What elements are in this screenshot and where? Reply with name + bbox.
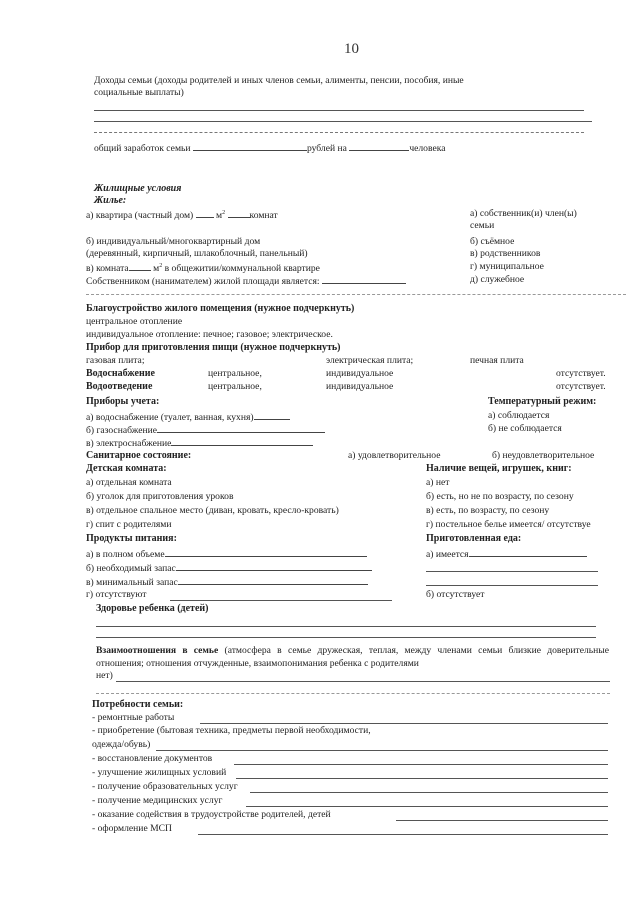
child-room-v: в) отдельное спальное место (диван, кровать, кресло-кровать) bbox=[86, 505, 339, 516]
section-divider bbox=[86, 294, 626, 295]
meters-water-row bbox=[86, 410, 290, 424]
temperature-title: Температурный режим: bbox=[488, 396, 597, 407]
amenities-individual-heating: индивидуальное отопление: печное; газовое; электрическое. bbox=[86, 329, 333, 340]
sanitary-unsatisfactory: б) неудовлетворительное bbox=[492, 450, 595, 461]
meters-water: а) водоснабжение (туалет, ванная, кухня) bbox=[86, 412, 254, 423]
water-label: Водоснабжение bbox=[86, 368, 155, 379]
child-room-title: Детская комната: bbox=[86, 463, 167, 474]
drain-label: Водоотведение bbox=[86, 381, 153, 392]
amenities-central-heating: центральное отопление bbox=[86, 316, 183, 327]
food-title: Продукты питания: bbox=[86, 533, 177, 544]
food-g: г) отсутствуют bbox=[86, 589, 147, 600]
housing-b-line2: (деревянный, кирпичный, шлакоблочный, панельный) bbox=[86, 248, 308, 259]
housing-subtitle: Жилье: bbox=[94, 195, 127, 206]
housing-v-unit: м bbox=[153, 263, 160, 274]
housing-a-unit-sup: 2 bbox=[222, 209, 226, 216]
cooked-title: Приготовленная еда: bbox=[426, 533, 522, 544]
food-a-row bbox=[86, 547, 367, 561]
relations-paragraph bbox=[96, 644, 609, 670]
food-a-blank[interactable] bbox=[165, 547, 367, 557]
housing-b-line1: б) индивидуальный/многоквартирный дом bbox=[86, 236, 261, 247]
cooked-a-row bbox=[426, 547, 587, 561]
housing-owner-blank[interactable] bbox=[322, 274, 406, 284]
needs-fill-line[interactable] bbox=[236, 778, 608, 779]
housing-v-row bbox=[86, 261, 320, 275]
food-b-blank[interactable] bbox=[176, 561, 372, 571]
food-v-blank[interactable] bbox=[178, 575, 368, 585]
housing-v-rest: в общежитии/коммунальной квартире bbox=[164, 263, 320, 274]
meters-title: Приборы учета: bbox=[86, 396, 160, 407]
section-divider bbox=[96, 693, 610, 694]
needs-item: одежда/обувь) bbox=[92, 739, 151, 750]
ownership-b: б) съёмное bbox=[470, 236, 515, 247]
meters-gas: б) газоснабжение bbox=[86, 425, 158, 436]
health-fill-line[interactable] bbox=[96, 626, 596, 627]
housing-a-area-blank[interactable] bbox=[196, 208, 214, 218]
water-individual: индивидуальное bbox=[326, 368, 394, 379]
child-room-b: б) уголок для приготовления уроков bbox=[86, 491, 234, 502]
needs-fill-line[interactable] bbox=[156, 750, 608, 751]
housing-v-area-blank[interactable] bbox=[129, 261, 151, 271]
needs-title: Потребности семьи: bbox=[92, 699, 184, 710]
water-central: центральное, bbox=[208, 368, 262, 379]
housing-a-label: а) квартира (частный дом) bbox=[86, 210, 194, 221]
needs-item: - получение медицинских услуг bbox=[92, 795, 223, 806]
things-title: Наличие вещей, игрушек, книг: bbox=[426, 463, 572, 474]
needs-fill-line[interactable] bbox=[250, 792, 608, 793]
relations-last: нет) bbox=[96, 670, 113, 681]
housing-owner-label: Собственником (нанимателем) жилой площади является: bbox=[86, 276, 320, 287]
page-number: 10 bbox=[344, 41, 359, 57]
housing-a-rooms-label: комнат bbox=[249, 210, 278, 221]
stove-title: Прибор для приготовления пищи (нужное подчеркнуть) bbox=[86, 342, 341, 353]
stove-furnace: печная плита bbox=[470, 355, 524, 366]
drain-none: отсутствует. bbox=[556, 381, 606, 392]
needs-fill-line[interactable] bbox=[200, 723, 608, 724]
cooked-fill-line[interactable] bbox=[426, 571, 598, 572]
meters-water-blank[interactable] bbox=[254, 410, 290, 420]
needs-item: - оформление МСП bbox=[92, 823, 172, 834]
food-b-row bbox=[86, 561, 372, 575]
meters-electric-row bbox=[86, 436, 313, 450]
things-a: а) нет bbox=[426, 477, 450, 488]
temperature-ok: а) соблюдается bbox=[488, 410, 550, 421]
housing-a-unit: м bbox=[216, 210, 223, 221]
cooked-b: б) отсутствует bbox=[426, 589, 485, 600]
needs-fill-line[interactable] bbox=[396, 820, 608, 821]
drain-central: центральное, bbox=[208, 381, 262, 392]
income-fill-line bbox=[94, 110, 584, 111]
needs-item: - улучшение жилищных условий bbox=[92, 767, 227, 778]
income-persons-label: человека bbox=[409, 143, 446, 154]
housing-title: Жилищные условия bbox=[94, 183, 182, 194]
income-fill-line bbox=[94, 121, 592, 122]
ownership-a: а) собственник(и) член(ы) bbox=[470, 208, 577, 219]
sanitary-title: Санитарное состояние: bbox=[86, 450, 192, 461]
relations-title: Взаимоотношения в семье bbox=[96, 645, 219, 656]
needs-item: - восстановление документов bbox=[92, 753, 213, 764]
housing-v-unit-sup: 2 bbox=[159, 262, 163, 269]
housing-a-rooms-blank[interactable] bbox=[228, 208, 250, 218]
meters-electric-blank[interactable] bbox=[171, 436, 313, 446]
income-label-line1: Доходы семьи (доходы родителей и иных членов семьи, алименты, пенсии, пособия, иные bbox=[94, 75, 464, 86]
income-total-row bbox=[94, 141, 446, 155]
things-v: в) есть, по возрасту, по сезону bbox=[426, 505, 550, 516]
sanitary-satisfactory: а) удовлетворительное bbox=[348, 450, 441, 461]
income-fill-line bbox=[94, 132, 584, 133]
child-room-a: а) отдельная комната bbox=[86, 477, 172, 488]
health-fill-line[interactable] bbox=[96, 637, 596, 638]
ownership-a-cont: семьи bbox=[470, 220, 495, 231]
income-total-blank[interactable] bbox=[193, 141, 307, 151]
things-b: б) есть, но не по возрасту, по сезону bbox=[426, 491, 574, 502]
temperature-not-ok: б) не соблюдается bbox=[488, 423, 562, 434]
cooked-a-blank[interactable] bbox=[469, 547, 587, 557]
ownership-d: д) служебное bbox=[470, 274, 525, 285]
amenities-title: Благоустройство жилого помещения (нужное подчеркнуть) bbox=[86, 303, 355, 314]
cooked-fill-line[interactable] bbox=[426, 585, 598, 586]
ownership-v: в) родственников bbox=[470, 248, 541, 259]
meters-electric: в) электроснабжение bbox=[86, 438, 172, 449]
stove-electric: электрическая плита; bbox=[326, 355, 414, 366]
needs-item: - приобретение (бытовая техника, предметы первой необходимости, bbox=[92, 725, 371, 736]
stove-gas: газовая плита; bbox=[86, 355, 145, 366]
food-v: в) минимальный запас bbox=[86, 577, 178, 588]
relations-fill-line[interactable] bbox=[116, 681, 610, 682]
housing-owner-row bbox=[86, 274, 406, 288]
needs-item: - получение образовательных услуг bbox=[92, 781, 238, 792]
food-g-blank[interactable] bbox=[170, 600, 392, 601]
housing-v-label: в) комната bbox=[86, 263, 129, 274]
meters-gas-row bbox=[86, 423, 325, 437]
housing-a-row bbox=[86, 208, 278, 222]
needs-item: - оказание содействия в трудоустройстве родителей, детей bbox=[92, 809, 331, 820]
ownership-g: г) муниципальное bbox=[470, 261, 544, 272]
cooked-a: а) имеется bbox=[426, 549, 469, 560]
needs-fill-line[interactable] bbox=[198, 834, 608, 835]
relations-text: (атмосфера в семье дружеская, теплая, между членами семьи близкие доверительные отношения; отношения отчужденные, взаимопонимания ребенка с родителями bbox=[96, 645, 609, 669]
income-label-line2: социальные выплаты) bbox=[94, 87, 184, 98]
food-v-row bbox=[86, 575, 368, 589]
food-a: а) в полном объеме bbox=[86, 549, 165, 560]
water-none: отсутствует. bbox=[556, 368, 606, 379]
things-g: г) постельное белье имеется/ отсутствуе bbox=[426, 519, 591, 530]
health-title: Здоровье ребенка (детей) bbox=[96, 603, 209, 614]
drain-individual: индивидуальное bbox=[326, 381, 394, 392]
income-persons-blank[interactable] bbox=[349, 141, 409, 151]
food-b: б) необходимый запас bbox=[86, 563, 176, 574]
meters-gas-blank[interactable] bbox=[157, 423, 325, 433]
income-rubles-label: рублей на bbox=[306, 143, 347, 154]
needs-fill-line[interactable] bbox=[246, 806, 608, 807]
child-room-g: г) спит с родителями bbox=[86, 519, 172, 530]
income-total-label: общий заработок семьи bbox=[94, 143, 191, 154]
needs-item: - ремонтные работы bbox=[92, 712, 175, 723]
needs-fill-line[interactable] bbox=[234, 764, 608, 765]
